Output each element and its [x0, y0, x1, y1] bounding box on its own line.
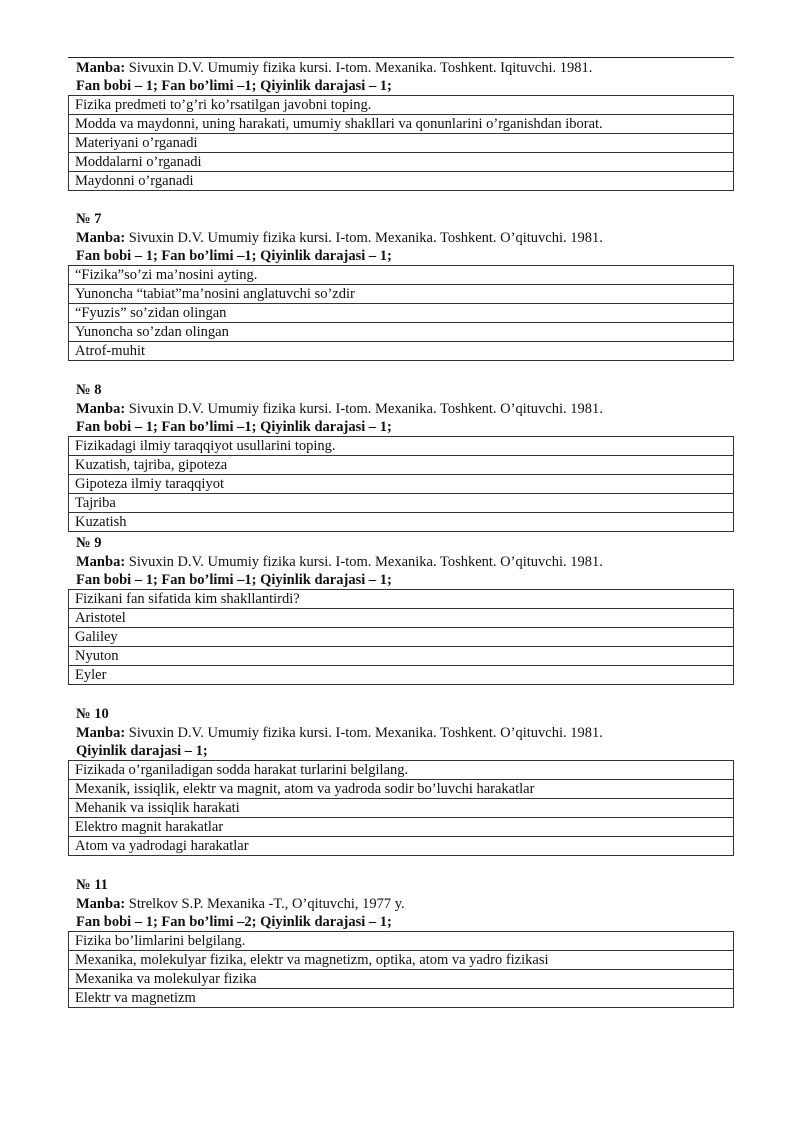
question-row	[69, 437, 734, 456]
question-row	[69, 590, 734, 609]
question-number: № 7	[76, 211, 102, 227]
source-line	[68, 229, 734, 247]
answer-option: Eyler	[69, 666, 734, 685]
source-text: Sivuxin D.V. Umumiy fizika kursi. I-tom. Mexanika. Toshkent. O’qituvchi. 1981.	[125, 230, 603, 246]
question-meta: Fan bobi – 1; Fan bo’limi –1; Qiyinlik darajasi – 1;	[76, 248, 392, 264]
source-line	[68, 724, 734, 742]
answer-row	[69, 780, 734, 799]
answer-row	[69, 951, 734, 970]
question-table	[68, 931, 734, 1008]
source-label: Manba:	[76, 401, 126, 417]
answer-row	[69, 323, 734, 342]
answer-option: Yunoncha “tabiat”ma’nosini anglatuvchi so’zdir	[69, 285, 734, 304]
question-row	[69, 266, 734, 285]
answer-row	[69, 456, 734, 475]
question-number: № 9	[76, 535, 102, 551]
answer-row	[69, 647, 734, 666]
answer-option: “Fyuzis” so’zidan olingan	[69, 304, 734, 323]
answer-row	[69, 115, 734, 134]
question-block-10	[68, 705, 734, 856]
question-meta: Fan bobi – 1; Fan bo’limi –2; Qiyinlik darajasi – 1;	[76, 914, 392, 930]
question-table	[68, 95, 734, 191]
question-block-7	[68, 210, 734, 361]
question-text: Fizikadagi ilmiy taraqqiyot usullarini toping.	[69, 437, 734, 456]
answer-row	[69, 513, 734, 532]
source-text: Strelkov S.P. Mexanika -T., O’qituvchi, 1977 y.	[125, 896, 405, 912]
answer-row	[69, 818, 734, 837]
answer-row	[69, 134, 734, 153]
source-text: Sivuxin D.V. Umumiy fizika kursi. I-tom. Mexanika. Toshkent. O’qituvchi. 1981.	[125, 401, 603, 417]
answer-row	[69, 799, 734, 818]
answer-option: Yunoncha so’zdan olingan	[69, 323, 734, 342]
answer-option: Nyuton	[69, 647, 734, 666]
answer-row	[69, 285, 734, 304]
answer-option: Galiley	[69, 628, 734, 647]
question-table	[68, 760, 734, 856]
answer-option: Mexanika, molekulyar fizika, elektr va magnetizm, optika, atom va yadro fizikasi	[69, 951, 734, 970]
question-text: Fizikada o’rganiladigan sodda harakat turlarini belgilang.	[69, 761, 734, 780]
question-table	[68, 265, 734, 361]
answer-option: Elektr va magnetizm	[69, 989, 734, 1008]
source-text: Sivuxin D.V. Umumiy fizika kursi. I-tom. Mexanika. Toshkent. O’qituvchi. 1981.	[125, 725, 603, 741]
answer-option: Materiyani o’rganadi	[69, 134, 734, 153]
answer-row	[69, 475, 734, 494]
question-block-11	[68, 876, 734, 1008]
answer-option: Mehanik va issiqlik harakati	[69, 799, 734, 818]
source-line	[68, 400, 734, 418]
answer-option: Atrof-muhit	[69, 342, 734, 361]
answer-option: Tajriba	[69, 494, 734, 513]
question-block-8	[68, 381, 734, 532]
question-row	[69, 96, 734, 115]
answer-option: Maydonni o’rganadi	[69, 172, 734, 191]
question-number: № 11	[76, 877, 108, 893]
answer-row	[69, 153, 734, 172]
question-text: “Fizika”so’zi ma’nosini ayting.	[69, 266, 734, 285]
answer-row	[69, 666, 734, 685]
question-meta: Fan bobi – 1; Fan bo’limi –1; Qiyinlik darajasi – 1;	[76, 419, 392, 435]
question-meta: Fan bobi – 1; Fan bo’limi –1; Qiyinlik darajasi – 1;	[76, 78, 392, 94]
question-text: Fizikani fan sifatida kim shakllantirdi?	[69, 590, 734, 609]
answer-option: Atom va yadrodagi harakatlar	[69, 837, 734, 856]
source-text: Sivuxin D.V. Umumiy fizika kursi. I-tom. Mexanika. Toshkent. Iqituvchi. 1981.	[125, 60, 593, 76]
question-text: Fizika predmeti to’g’ri ko’rsatilgan javobni toping.	[69, 96, 734, 115]
source-label: Manba:	[76, 60, 126, 76]
answer-row	[69, 837, 734, 856]
answer-option: Mexanik, issiqlik, elektr va magnit, atom va yadroda sodir bo’luvchi harakatlar	[69, 780, 734, 799]
answer-option: Moddalarni o’rganadi	[69, 153, 734, 172]
question-meta: Qiyinlik darajasi – 1;	[76, 743, 208, 759]
source-label: Manba:	[76, 896, 126, 912]
source-line	[68, 895, 734, 913]
answer-option: Mexanika va molekulyar fizika	[69, 970, 734, 989]
answer-option: Aristotel	[69, 609, 734, 628]
answer-option: Kuzatish, tajriba, gipoteza	[69, 456, 734, 475]
source-text: Sivuxin D.V. Umumiy fizika kursi. I-tom. Mexanika. Toshkent. O’qituvchi. 1981.	[125, 554, 603, 570]
question-table	[68, 589, 734, 685]
answer-row	[69, 342, 734, 361]
source-line	[68, 553, 734, 571]
question-row	[69, 932, 734, 951]
answer-row	[69, 989, 734, 1008]
source-label: Manba:	[76, 230, 126, 246]
answer-row	[69, 609, 734, 628]
question-block-6	[68, 59, 734, 191]
question-table	[68, 436, 734, 532]
answer-row	[69, 970, 734, 989]
answer-row	[69, 628, 734, 647]
question-meta: Fan bobi – 1; Fan bo’limi –1; Qiyinlik darajasi – 1;	[76, 572, 392, 588]
answer-row	[69, 304, 734, 323]
answer-option: Gipoteza ilmiy taraqqiyot	[69, 475, 734, 494]
question-number: № 10	[76, 706, 109, 722]
question-text: Fizika bo’limlarini belgilang.	[69, 932, 734, 951]
question-block-9	[68, 534, 734, 685]
source-label: Manba:	[76, 725, 126, 741]
answer-row	[69, 494, 734, 513]
source-line	[68, 59, 734, 77]
answer-option: Modda va maydonni, uning harakati, umumiy shakllari va qonunlarini o’rganishdan iborat.	[69, 115, 734, 134]
answer-option: Kuzatish	[69, 513, 734, 532]
question-number: № 8	[76, 382, 102, 398]
question-row	[69, 761, 734, 780]
top-rule	[68, 57, 734, 58]
answer-option: Elektro magnit harakatlar	[69, 818, 734, 837]
answer-row	[69, 172, 734, 191]
source-label: Manba:	[76, 554, 126, 570]
